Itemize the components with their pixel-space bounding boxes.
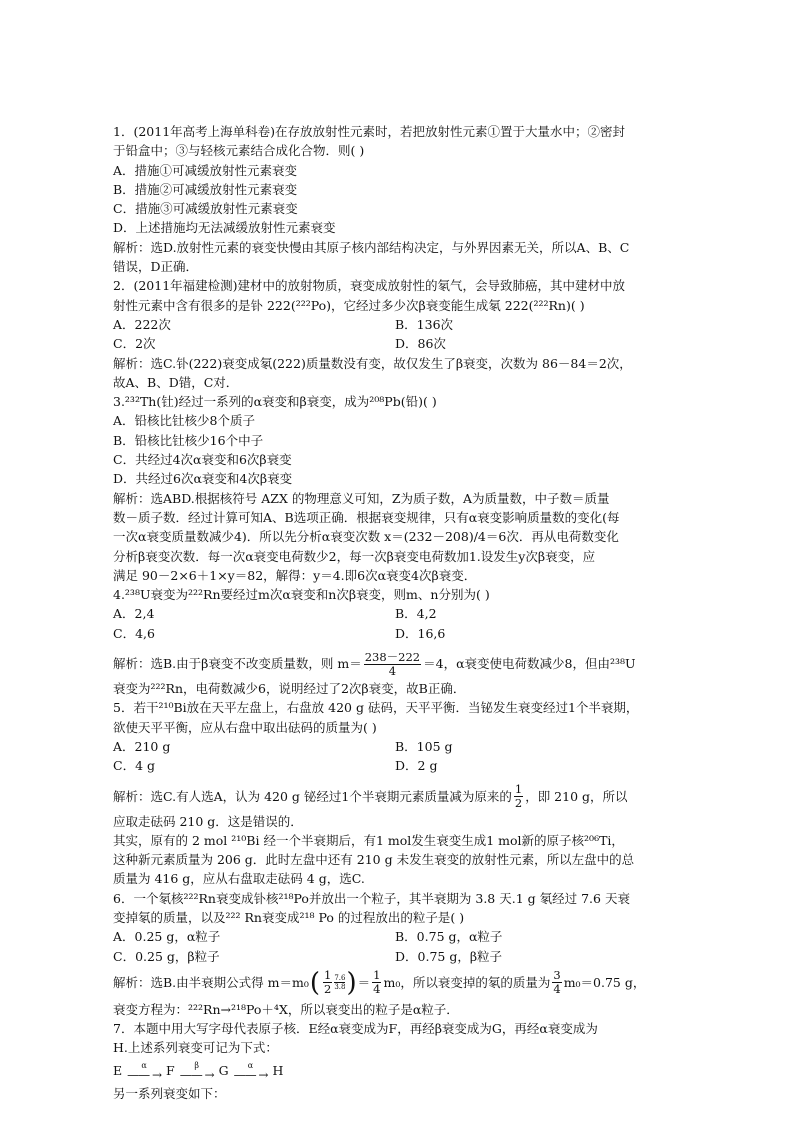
q5-solution-line-3: 其实，原有的 2 mol ²¹⁰Bi 经一个半衰期后，有1 mol发生衰变生成1 mol新的原子核²⁰⁶Ti， [113,832,624,848]
q6-three-quarter-fraction [552,969,561,996]
q4-option-b: B．4,2 [395,606,437,622]
q5-solution-line-2: 应取走砝码 210 g．这是错误的． [113,813,303,829]
q3-option-c: C．共经过4次α衰变和6次β衰变 [113,452,292,468]
q6-option-b: B．0.75 g，α粒子 [395,929,503,945]
q4-options-row-1 [113,604,683,623]
q6-solution-middle: m₀，所以衰变掉的氡的质量为 [383,975,551,991]
q7-nucleus-h: H [272,1063,284,1079]
q6-solution-line-1 [113,966,683,1000]
arrow-right-icon: —— → [127,1068,161,1083]
q6-solution-line-2: 衰变方程为：²²²Rn→²¹⁸Po＋⁴X，所以衰变出的粒子是α粒子． [113,1001,459,1017]
q5-stem-line-1: 5．若干²¹⁰Bi放在天平左盘上，右盘放 420 g 砝码，天平平衡．当铋发生衰变经过1个半衰期， [113,700,639,716]
q2-stem-line-1: 2．(2011年福建检测)建材中的放射物质，衰变成放射性的氡气，会导致肺癌，其中建材中放 [113,278,626,294]
q6-equals: ＝ [357,975,371,991]
q7-nucleus-f: F [166,1063,175,1079]
q5-solution-prefix: 解析：选C.有人选A，认为 420 g 铋经过1个半衰期元素质量减为原来的 [113,788,512,804]
q3-solution-line-1: 解析：选ABD.根据核符号 AZX 的物理意义可知，Z为质子数，A为质量数，中子数＝质量 [113,490,610,506]
q7-arrow-1-label: α [141,1061,147,1071]
document-body [113,122,683,1103]
q7-stem-line-2: H.上述系列衰变可记为下式： [113,1040,278,1056]
q5-solution-suffix: ，即 210 g，所以 [525,788,628,804]
q7-stem-line-1: 7．本题中用大写字母代表原子核．E经α衰变成为F，再经β衰变成为G，再经α衰变成为 [113,1021,598,1037]
q6-exponent-numerator: 7.6 [334,974,346,983]
q3-solution-line-2: 数－质子数．经过计算可知A、B选项正确．根据衰变规律，只有α衰变影响质量数的变化(每 [113,509,620,525]
q6-quarter-numerator: 1 [373,968,381,983]
q3-option-b: B．铅核比钍核少16个中子 [113,432,264,448]
q5-option-d: D．2 g [395,758,438,774]
q2-options-row-1 [113,315,683,334]
q5-half-numerator: 1 [514,782,523,796]
q5-option-a: A．210 g [113,738,171,754]
q2-solution-line-1: 解析：选C.钋(222)衰变成氡(222)质量数没有变，故仅发生了β衰变，次数为 86－84＝2次， [113,355,632,371]
q5-half-denominator: 2 [514,796,523,810]
q7-decay-chain [113,1058,683,1084]
q3-solution-line-3: 一次α衰变质量数减少4)．所以先分析α衰变次数 x＝(232－208)/4＝6次．再从电荷数变化 [113,529,619,545]
q2-option-d: D．86次 [395,336,446,352]
q3-option-a: A．铅核比钍核少8个质子 [113,413,255,429]
q5-options-row-1 [113,737,683,756]
q2-options-row-2 [113,334,683,353]
q4-solution-line-1 [113,649,683,679]
q6-option-a: A．0.25 g，α粒子 [113,929,221,945]
q6-base-denominator: 2 [324,982,332,997]
q7-arrow-1 [127,1061,161,1083]
q2-option-a: A．222次 [113,316,171,332]
q6-exponent-fraction [334,974,345,991]
q7-arrow-2 [179,1061,214,1083]
q3-solution-line-4: 分析β衰变次数．每一次α衰变电荷数少2，每一次β衰变电荷数加1.设发生y次β衰变，应 [113,548,596,564]
q4-option-c: C．4,6 [113,625,155,641]
arrow-right-icon: —— → [233,1068,268,1083]
q6-option-d: D．0.75 g，β粒子 [395,948,503,964]
q4-fraction-denominator: 4 [388,663,397,678]
q6-exponent-denominator: 3.8 [334,983,346,992]
q4-fraction-numerator: 238－222 [364,649,421,664]
q6-quarter-denominator: 4 [373,982,381,997]
q7-arrow-3 [233,1061,268,1083]
right-paren: ) [346,967,357,998]
q5-stem-line-2: 欲使天平平衡，应从右盘中取出砝码的质量为( ) [113,719,377,735]
q4-options-row-2 [113,624,683,643]
arrow-right-icon: —— → [179,1068,214,1083]
q1-stem-line-2: 于铅盒中；③与轻核元素结合成化合物．则( ) [113,143,365,159]
q6-stem-line-2: 变掉氡的质量，以及²²² Rn衰变成²¹⁸ Po 的过程放出的粒子是( ) [113,909,465,925]
q2-solution-line-2: 故A、B、D错，C对． [113,374,239,390]
q1-solution-line-1: 解析：选D.放射性元素的衰变快慢由其原子核内部结构决定，与外界因素无关，所以A、B、C [113,239,630,255]
q6-option-c: C．0.25 g，β粒子 [113,948,220,964]
q6-options-row-2 [113,947,683,966]
q5-half-fraction [514,783,523,810]
q3-stem-line-1: 3.²³²Th(钍)经过一系列的α衰变和β衰变，成为²⁰⁸Pb(铅)( ) [113,394,437,410]
q5-solution-line-5: 质量为 416 g，应从右盘取走砝码 4 g，选C. [113,871,365,887]
q1-option-d: D．上述措施均无法减缓放射性元素衰变 [113,220,336,236]
q4-solution-prefix: 解析：选B.由于β衰变不改变质量数，则 m＝ [113,656,362,672]
q2-stem-line-2: 射性元素中含有很多的是钋 222(²²²Po)，它经过多少次β衰变能生成氡 222(²²²Rn)( ) [113,297,585,313]
q7-arrow-3-label: α [247,1061,254,1071]
q5-option-b: B．105 g [395,738,453,754]
q5-options-row-2 [113,756,683,775]
q1-stem-line-1: 1．(2011年高考上海单科卷)在存放放射性元素时，若把放射性元素①置于大量水中；②密封 [113,124,626,139]
q6-three-quarter-numerator: 3 [553,968,561,983]
q6-three-quarter-denominator: 4 [553,982,561,997]
q7-nucleus-e: E [113,1063,123,1079]
q6-solution-prefix: 解析：选B.由半衰期公式得 m＝m₀ [113,975,309,991]
q2-option-b: B．136次 [395,316,454,332]
q2-option-c: C．2次 [113,336,156,352]
q3-option-d: D．共经过6次α衰变和4次β衰变 [113,471,293,487]
q6-stem-line-1: 6．一个氡核²²²Rn衰变成钋核²¹⁸Po并放出一个粒子，其半衰期为 3.8 天.1 g 氡经过 7.6 天衰 [113,890,630,906]
q6-base-fraction [323,969,332,996]
q7-nucleus-g: G [218,1063,229,1079]
q4-option-d: D．16,6 [395,625,446,641]
q7-arrow-2-label: β [194,1061,199,1071]
q3-solution-line-5: 满足 90－2×6＋1×y＝82，解得：y＝4.即6次α衰变4次β衰变． [113,567,477,583]
q6-base-numerator: 1 [324,968,332,983]
q6-quarter-fraction [372,969,381,996]
q4-solution-line-2: 衰变为²²²Rn，电荷数减少6，说明经过了2次β衰变，故B正确． [113,681,466,697]
q4-stem-line-1: 4.²³⁸U衰变为²²²Rn要经过m次α衰变和n次β衰变，则m、n分别为( ) [113,587,490,603]
q1-option-a: A．措施①可减缓放射性元素衰变 [113,162,298,178]
left-paren: ( [309,967,321,998]
q1-solution-line-2: 错误，D正确． [113,259,199,275]
q7-stem-line-3: 另一系列衰变如下： [113,1085,226,1101]
q4-option-a: A．2,4 [113,606,155,622]
q1-option-b: B．措施②可减缓放射性元素衰变 [113,181,298,197]
q1-option-c: C．措施③可减缓放射性元素衰变 [113,201,298,217]
q5-option-c: C．4 g [113,758,155,774]
q5-solution-line-1 [113,782,683,812]
q4-fraction [364,651,421,678]
q4-solution-suffix: ＝4，α衰变使电荷数减少8，但由²³⁸U [423,656,636,672]
q6-options-row-1 [113,927,683,946]
q6-solution-suffix: m₀＝0.75 g， [563,975,646,991]
q5-solution-line-4: 这种新元素质量为 206 g．此时左盘中还有 210 g 未发生衰变的放射性元素，所以左盘中的总 [113,852,635,868]
